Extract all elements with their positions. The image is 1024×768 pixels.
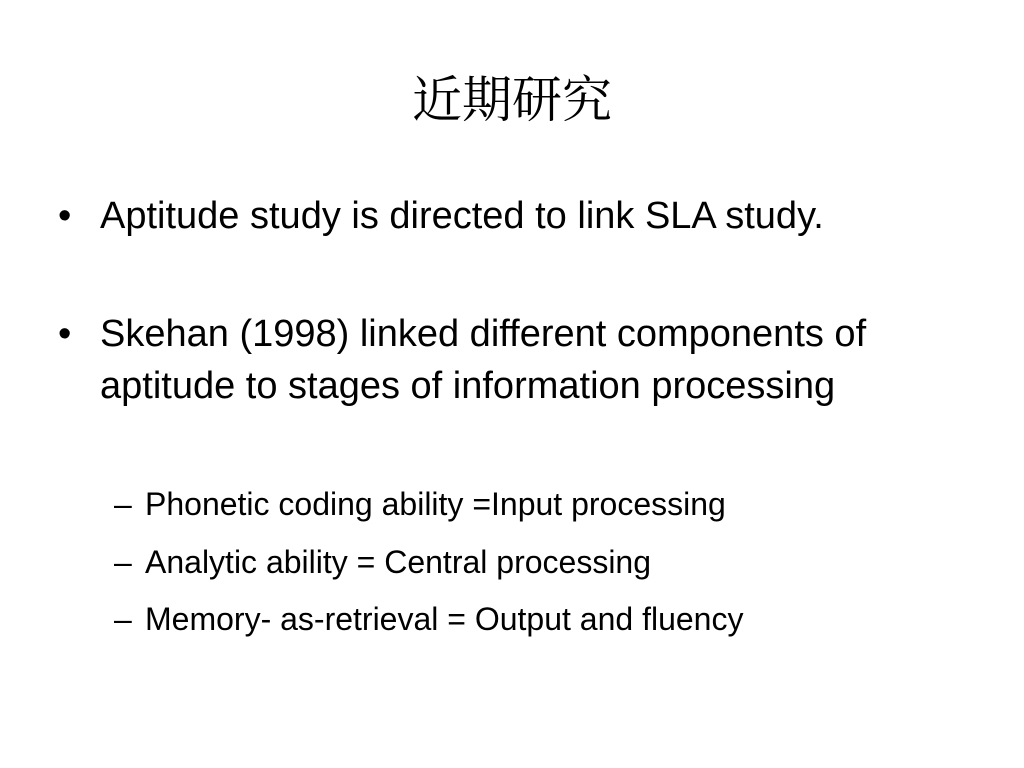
subbullet-marker: – (114, 486, 132, 522)
bullet-marker: • (58, 313, 72, 355)
subbullet-text: Phonetic coding ability =Input processing (145, 486, 726, 522)
bullet-text: Aptitude study is directed to link SLA study. (100, 195, 824, 237)
subbullet-item-3 (114, 595, 934, 643)
subbullet-marker: – (114, 544, 132, 580)
subbullet-marker: – (114, 601, 132, 637)
bullet-marker: • (58, 195, 72, 237)
bullet-item-1 (58, 190, 878, 242)
slide-title: 近期研究 (412, 71, 612, 129)
subbullet-item-1 (114, 480, 934, 528)
subbullet-text: Memory- as-retrieval = Output and fluency (145, 601, 744, 637)
bullet-item-2 (58, 308, 878, 412)
bullet-text: Skehan (1998) linked different components of aptitude to stages of information processing (100, 313, 867, 407)
subbullet-text: Analytic ability = Central processing (145, 544, 652, 580)
subbullet-item-2 (114, 538, 934, 586)
